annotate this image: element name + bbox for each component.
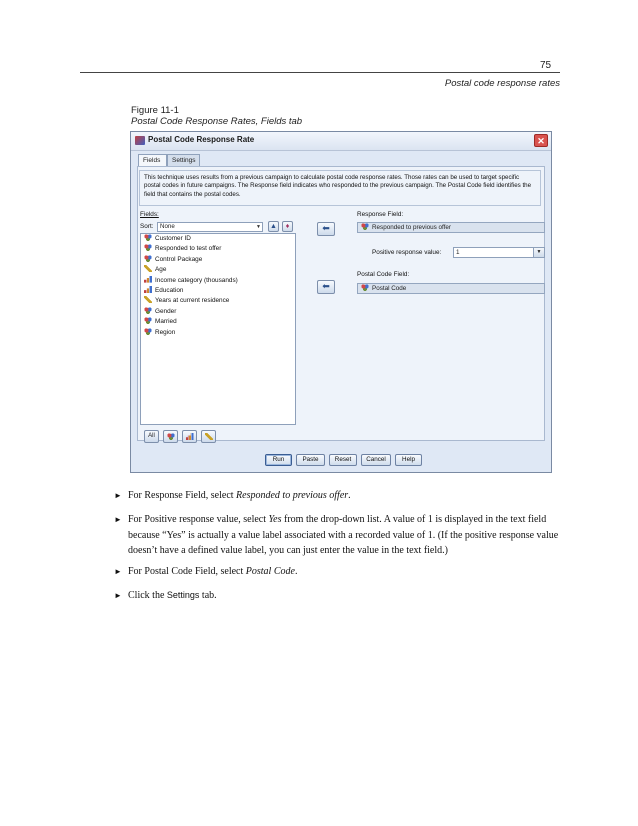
instruction-emphasis: Postal Code — [245, 566, 295, 577]
variable-name: Control Package — [155, 255, 203, 263]
filter-nominal-button[interactable] — [163, 430, 178, 443]
postal-code-dialog — [130, 131, 552, 473]
sort-descending-button[interactable] — [282, 221, 293, 232]
variable-name: Customer ID — [155, 235, 191, 242]
variable-name: Gender — [155, 307, 177, 315]
description-text: This technique uses results from a previous campaign to calculate postal code response rates. Those rates can be used to target specific postal codes in future campaigns. The Response field indicates who responded to the previous campaign. The Postal Code field identifies the field that contains the postal codes. — [139, 170, 541, 206]
nominal-icon — [361, 284, 369, 291]
instruction-4 — [114, 588, 574, 604]
variable-name: Age — [155, 266, 167, 274]
instruction-text — [128, 564, 574, 580]
list-item[interactable] — [141, 328, 295, 338]
sort-ascending-icon: ▲ — [270, 223, 277, 230]
nominal-icon — [144, 244, 152, 251]
list-item[interactable] — [141, 255, 295, 265]
reset-button[interactable]: Reset — [329, 454, 357, 466]
bullet-arrow-icon: ► — [114, 515, 122, 524]
list-item[interactable] — [141, 296, 295, 306]
response-field-label: Response Field: — [357, 211, 404, 218]
nominal-icon — [144, 307, 152, 314]
paste-button[interactable]: Paste — [296, 454, 325, 466]
ui-term: Settings — [166, 590, 200, 600]
list-item[interactable] — [141, 307, 295, 317]
postal-code-box[interactable] — [357, 283, 545, 294]
instruction-prefix: For Positive response value, select — [128, 514, 269, 525]
chevron-down-icon: ▼ — [256, 224, 261, 230]
sort-measure-icon: ♦ — [285, 223, 290, 230]
instruction-suffix: from the drop-down list. A value of 1 is displayed in the text field because “Yes” is actually a value label associated with a recorded value of 1. (If the positive response value doesn’t have a defined value label, you can just enter the value in the text field.) — [128, 514, 559, 556]
response-field-box[interactable] — [357, 222, 545, 233]
list-item[interactable] — [141, 286, 295, 296]
nominal-icon — [167, 433, 175, 440]
figure-label: Figure 11-1 — [131, 105, 179, 116]
tab-settings[interactable]: Settings — [167, 154, 200, 166]
bullet-arrow-icon: ► — [114, 567, 122, 576]
variable-name: Responded to test offer — [155, 245, 222, 253]
instruction-suffix: tab. — [199, 590, 217, 601]
scale-icon — [205, 433, 213, 440]
cancel-button[interactable]: Cancel — [361, 454, 391, 466]
instruction-text — [128, 512, 574, 559]
scale-icon — [144, 296, 152, 303]
instruction-suffix: . — [294, 566, 298, 577]
instruction-1 — [114, 488, 574, 504]
bullet-arrow-icon: ► — [114, 491, 122, 500]
move-postal-code-button[interactable] — [317, 280, 335, 294]
nominal-icon — [361, 223, 369, 230]
sort-ascending-button[interactable] — [268, 221, 279, 232]
variable-name: Region — [155, 328, 176, 336]
variable-list[interactable] — [140, 233, 296, 425]
fields-label: Fields: — [140, 211, 159, 218]
instruction-text — [128, 488, 574, 504]
variable-name: Married — [155, 318, 177, 326]
filter-all-label: All — [148, 433, 155, 439]
instruction-emphasis: Responded to previous offer — [236, 490, 349, 501]
instruction-text — [128, 588, 574, 604]
ordinal-icon — [186, 433, 194, 440]
chevron-down-icon[interactable]: ▼ — [533, 248, 544, 257]
positive-value: 1 — [456, 249, 460, 256]
ordinal-icon — [144, 286, 152, 293]
list-item[interactable] — [141, 317, 295, 327]
filter-all-button[interactable] — [144, 430, 159, 443]
sort-value: None — [160, 223, 175, 230]
nominal-icon — [144, 234, 152, 241]
positive-value-label: Positive response value: — [372, 249, 442, 256]
filter-scale-button[interactable] — [201, 430, 216, 443]
instruction-suffix: . — [348, 490, 351, 501]
instruction-3 — [114, 564, 574, 580]
variable-name: Education — [155, 286, 184, 294]
instruction-emphasis: Yes — [268, 514, 282, 525]
app-icon — [135, 136, 145, 145]
running-head: Postal code response rates — [444, 78, 560, 89]
variable-name: Income category (thousands) — [155, 276, 238, 284]
dialog-titlebar[interactable] — [131, 132, 551, 151]
close-button[interactable]: ✕ — [534, 134, 548, 147]
sort-dropdown[interactable] — [157, 222, 263, 232]
instruction-prefix: Click the — [128, 590, 167, 601]
dialog-title: Postal Code Response Rate — [148, 135, 255, 144]
nominal-icon — [144, 328, 152, 335]
list-item[interactable] — [141, 265, 295, 275]
run-button[interactable]: Run — [265, 454, 292, 466]
tab-fields[interactable]: Fields — [138, 154, 167, 167]
response-field-value: Responded to previous offer — [372, 224, 451, 231]
list-item[interactable] — [141, 276, 295, 286]
variable-name: Years at current residence — [155, 297, 230, 305]
help-button[interactable]: Help — [395, 454, 422, 466]
sort-label: Sort: — [140, 223, 154, 230]
move-response-button[interactable] — [317, 222, 335, 236]
arrow-left-icon: ⬅ — [322, 223, 330, 233]
page-number: 75 — [540, 60, 552, 71]
figure-caption: Postal Code Response Rates, Fields tab — [131, 116, 303, 127]
scale-icon — [144, 265, 152, 272]
nominal-icon — [144, 255, 152, 262]
instruction-prefix: For Response Field, select — [128, 490, 237, 501]
positive-value-select[interactable] — [453, 247, 545, 258]
list-item[interactable] — [141, 234, 295, 244]
bullet-arrow-icon: ► — [114, 591, 122, 600]
header-rule — [80, 72, 560, 73]
nominal-icon — [144, 317, 152, 324]
arrow-left-icon: ⬅ — [322, 281, 330, 291]
list-item[interactable] — [141, 244, 295, 254]
postal-code-label: Postal Code Field: — [357, 271, 410, 278]
ordinal-icon — [144, 276, 152, 283]
filter-ordinal-button[interactable] — [182, 430, 197, 443]
postal-code-value: Postal Code — [372, 285, 407, 292]
instruction-2 — [114, 512, 574, 559]
instruction-prefix: For Postal Code Field, select — [128, 566, 246, 577]
